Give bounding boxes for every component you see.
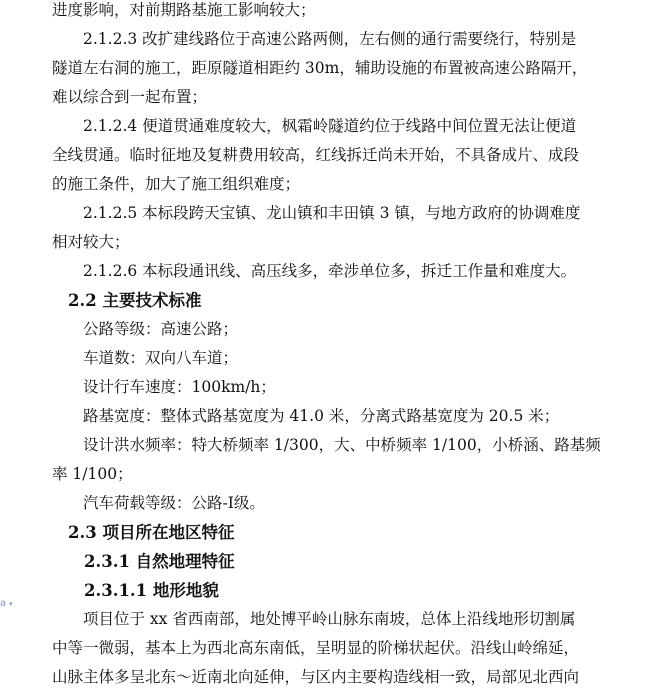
text-line: 中等一微弱，基本上为西北高东南低，呈明显的阶梯状起伏。沿线山岭绵延， <box>52 639 580 657</box>
paragraph-terrain: 项目位于 xx 省西南部，地处博平岭山脉东南坡，总体上沿线地形切割属 <box>83 610 576 628</box>
spec-lanes: 车道数：双向八车道； <box>83 349 239 367</box>
spec-width: 路基宽度：整体式路基宽度为 41.0 米，分离式路基宽度为 20.5 米； <box>83 407 560 425</box>
text-line: 的施工条件，加大了施工组织难度； <box>52 175 301 193</box>
text-line: 进度影响，对前期路基施工影响较大； <box>52 1 316 19</box>
spec-load: 汽车荷载等级：公路-Ⅰ级。 <box>83 494 265 512</box>
margin-style-icon[interactable]: a <box>0 598 7 609</box>
spec-road-grade: 公路等级：高速公路； <box>83 320 239 338</box>
text-line: 全线贯通。临时征地及复耕费用较高，红线拆迁尚未开始，不具备成片、成段 <box>52 146 580 164</box>
paragraph-2-1-2-3: 2.1.2.3 改扩建线路位于高速公路两侧，左右侧的通行需要绕行，特别是 <box>83 30 577 48</box>
text-line: 率 1/100； <box>52 465 133 483</box>
chevron-down-icon[interactable]: ▾ <box>9 600 13 608</box>
heading-2-2: 2.2 主要技术标准 <box>68 291 202 310</box>
heading-2-3-1: 2.3.1 自然地理特征 <box>84 552 235 571</box>
heading-2-3-1-1: 2.3.1.1 地形地貌 <box>84 581 219 600</box>
spec-speed: 设计行车速度：100km/h； <box>83 378 276 396</box>
spec-flood: 设计洪水频率：特大桥频率 1/300，大、中桥频率 1/100，小桥涵、路基频 <box>83 436 601 454</box>
text-line: 难以综合到一起布置； <box>52 88 208 106</box>
paragraph-2-1-2-4: 2.1.2.4 便道贯通难度较大，枫霜岭隧道约位于线路中间位置无法让便道 <box>83 117 577 135</box>
text-line: 山脉主体多呈北东～近南北向延伸，与区内主要构造线相一致，局部见北西向 <box>52 668 580 686</box>
paragraph-2-1-2-6: 2.1.2.6 本标段通讯线、高压线多，牵涉单位多，拆迁工作量和难度大。 <box>83 262 577 280</box>
paragraph-2-1-2-5: 2.1.2.5 本标段跨天宝镇、龙山镇和丰田镇 3 镇，与地方政府的协调难度 <box>83 204 581 222</box>
text-line: 相对较大； <box>52 233 130 251</box>
heading-2-3: 2.3 项目所在地区特征 <box>68 523 235 542</box>
text-line: 隧道左右洞的施工，距原隧道相距约 30m，辅助设施的布置被高速公路隔开， <box>52 59 588 77</box>
